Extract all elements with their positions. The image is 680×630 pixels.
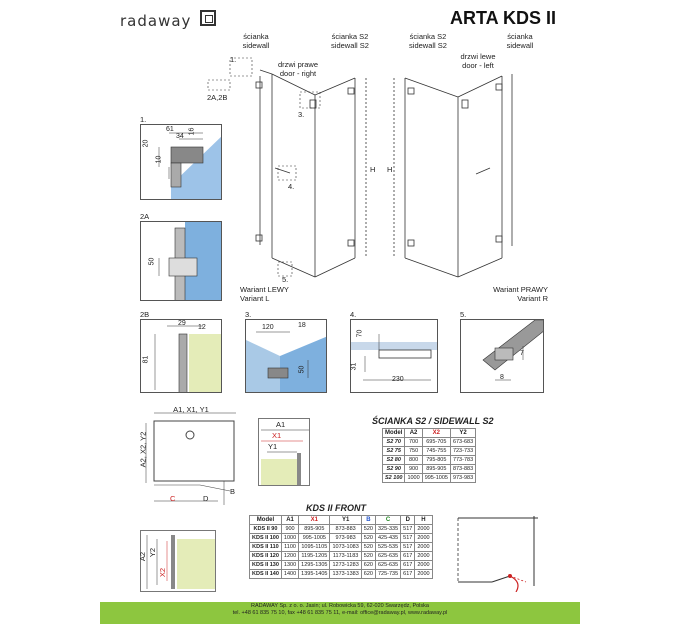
dim-50-3: 50 xyxy=(298,365,306,374)
cell: 750 xyxy=(405,447,422,456)
cell: 517 xyxy=(401,525,415,534)
cell: S2 75 xyxy=(383,447,405,456)
ref-1: 1. xyxy=(230,55,237,64)
detail-2a-label: 2A xyxy=(140,212,150,221)
footer-contact: tel. +48 61 835 75 10, fax +48 61 835 75 11, e-mail: office@radaway.pl, www.radaway.pl xyxy=(232,610,448,616)
page-title: ARTA KDS II xyxy=(450,8,556,28)
cell: 895-905 xyxy=(422,465,450,474)
dim-16: 16 xyxy=(188,127,196,136)
table-row xyxy=(383,447,476,456)
cell: 2000 xyxy=(415,570,432,579)
legend-y1: Y1 xyxy=(268,442,278,451)
detail-2b-drawing xyxy=(141,320,222,393)
cell: 1000 xyxy=(405,474,422,483)
main-drawings xyxy=(200,40,560,300)
dim-12: 12 xyxy=(198,324,206,331)
col-x1: X1 xyxy=(299,516,330,525)
front-table-header xyxy=(250,516,433,525)
right-door-left-label: drzwi lewe door - left xyxy=(460,52,496,70)
table-row xyxy=(250,561,433,570)
cell: 620 xyxy=(361,570,375,579)
cell: S2 90 xyxy=(383,465,405,474)
table-row xyxy=(250,543,433,552)
cell: 2000 xyxy=(415,561,432,570)
cell: 325-335 xyxy=(375,525,400,534)
dim-29: 29 xyxy=(178,320,186,327)
cell: 700 xyxy=(405,438,422,447)
cell: 1400 xyxy=(281,570,298,579)
left-height-label: H xyxy=(370,165,376,174)
cell: 900 xyxy=(405,465,422,474)
table-row xyxy=(383,438,476,447)
cell: 525-535 xyxy=(375,543,400,552)
cell: 1173-1183 xyxy=(330,552,361,561)
cell: 873-883 xyxy=(450,465,475,474)
cell: 745-755 xyxy=(422,447,450,456)
cell: S2 100 xyxy=(383,474,405,483)
col-h: H xyxy=(415,516,432,525)
plan-view xyxy=(140,405,240,510)
brand-logo-mark xyxy=(200,10,216,26)
legend-drawing xyxy=(259,419,310,486)
detail-3-panel xyxy=(245,319,327,393)
cell: 625-635 xyxy=(375,552,400,561)
ref-3: 3. xyxy=(298,110,305,119)
left-door-right-label: drzwi prawe door - right xyxy=(277,60,318,78)
col-y1: Y1 xyxy=(330,516,361,525)
plan-dim-b: B xyxy=(230,487,236,496)
bottom-plan-drawing xyxy=(141,531,216,592)
cell: KDS II 140 xyxy=(250,570,282,579)
sidewall-table-header xyxy=(383,429,476,438)
cell: 617 xyxy=(401,561,415,570)
door-swing-diagram xyxy=(452,512,544,592)
table-row xyxy=(250,552,433,561)
ref-2a-2b: 2A,2B xyxy=(207,93,228,102)
table-row xyxy=(383,456,476,465)
bottom-plan-box xyxy=(140,530,216,592)
cell: 617 xyxy=(401,552,415,561)
cell: 973-983 xyxy=(330,534,361,543)
cell: KDS II 110 xyxy=(250,543,282,552)
cell: 517 xyxy=(401,534,415,543)
sidewall-table xyxy=(382,428,476,483)
right-variant-drawing xyxy=(394,74,512,277)
detail-3-label: 3. xyxy=(245,310,252,319)
cell: 1373-1383 xyxy=(330,570,361,579)
dim-81: 81 xyxy=(142,355,150,364)
detail-5-label: 5. xyxy=(460,310,467,319)
front-table-title: KDS II FRONT xyxy=(306,503,366,513)
cell: 520 xyxy=(361,552,375,561)
right-sidewall-s2-label: ścianka S2 sidewall S2 xyxy=(409,32,447,50)
cell: 695-705 xyxy=(422,438,450,447)
col-c: C xyxy=(375,516,400,525)
footer-address: RADAWAY Sp. z o. o. Jasin; ul. Robowicka 59, 62-020 Swarzędz, Polska xyxy=(251,603,429,609)
col-model: Model xyxy=(250,516,282,525)
detail-3-drawing xyxy=(246,320,327,393)
dim-10: 10 xyxy=(155,155,163,164)
col-a1: A1 xyxy=(281,516,298,525)
ref-4: 4. xyxy=(288,182,295,191)
dim-18: 18 xyxy=(298,322,306,329)
plan-top-dims: A1, X1, Y1 xyxy=(173,405,209,414)
table-row xyxy=(250,525,433,534)
brand-logo: radaway xyxy=(120,12,192,30)
cell: 2000 xyxy=(415,525,432,534)
cell: 973-983 xyxy=(450,474,475,483)
cell: 673-683 xyxy=(450,438,475,447)
cell: 620 xyxy=(361,561,375,570)
table-row xyxy=(250,534,433,543)
dim-31: 31 xyxy=(350,362,358,371)
table-row xyxy=(383,474,476,483)
cell: KDS II 130 xyxy=(250,561,282,570)
detail-4-label: 4. xyxy=(350,310,357,319)
dim-230: 230 xyxy=(392,376,404,383)
col-model: Model xyxy=(383,429,405,438)
cell: 1073-1083 xyxy=(330,543,361,552)
left-sidewall-s2-label: ścianka S2 sidewall S2 xyxy=(331,32,369,50)
bottom-a2: A2 xyxy=(138,551,148,562)
dim-50-2a: 50 xyxy=(148,257,156,266)
cell: 520 xyxy=(361,543,375,552)
col-d: D xyxy=(401,516,415,525)
plan-dim-d: D xyxy=(203,494,209,503)
cell: 617 xyxy=(401,570,415,579)
ref-5: 5. xyxy=(282,275,289,284)
cell: 517 xyxy=(401,543,415,552)
detail-2b-panel xyxy=(140,319,222,393)
col-b: B xyxy=(361,516,375,525)
legend-a1: A1 xyxy=(276,420,286,429)
footer-text xyxy=(100,603,580,617)
detail-2b-label: 2B xyxy=(140,310,150,319)
dim-70: 70 xyxy=(356,329,364,338)
cell: S2 80 xyxy=(383,456,405,465)
bottom-y2: Y2 xyxy=(148,547,158,558)
cell: 873-883 xyxy=(330,525,361,534)
cell: 1200 xyxy=(281,552,298,561)
left-sidewall-label: ścianka sidewall xyxy=(242,32,270,50)
cell: 723-733 xyxy=(450,447,475,456)
cell: 1000 xyxy=(281,534,298,543)
left-variant-label: Wariant LEWY Variant L xyxy=(240,285,289,303)
sidewall-table-title: ŚCIANKA S2 / SIDEWALL S2 xyxy=(372,416,494,426)
dim-61: 61 xyxy=(166,126,174,133)
plan-side-dims: A2, X2, Y2 xyxy=(138,431,148,468)
dim-34: 34 xyxy=(176,133,184,140)
cell: 725-735 xyxy=(375,570,400,579)
cell: 520 xyxy=(361,525,375,534)
cell: 2000 xyxy=(415,534,432,543)
right-sidewall-label: ścianka sidewall xyxy=(506,32,534,50)
right-height-label: H xyxy=(387,165,393,174)
detail-5-drawing xyxy=(461,320,544,393)
cell: S2 70 xyxy=(383,438,405,447)
cell: KDS II 100 xyxy=(250,534,282,543)
cell: 2000 xyxy=(415,543,432,552)
col-y2: Y2 xyxy=(450,429,475,438)
cell: 425-435 xyxy=(375,534,400,543)
detail-1-label: 1. xyxy=(140,115,147,124)
cell: 1295-1305 xyxy=(299,561,330,570)
cell: 895-905 xyxy=(299,525,330,534)
table-row xyxy=(383,465,476,474)
bottom-x2: X2 xyxy=(158,567,168,578)
dim-8: 8 xyxy=(500,374,504,381)
cell: 520 xyxy=(361,534,375,543)
col-x2: X2 xyxy=(422,429,450,438)
cell: 2000 xyxy=(415,552,432,561)
cell: 1195-1205 xyxy=(299,552,330,561)
front-table xyxy=(249,515,433,579)
dim-120: 120 xyxy=(262,324,274,331)
dim-20: 20 xyxy=(142,139,150,148)
cell: 795-805 xyxy=(422,456,450,465)
cell: 1273-1283 xyxy=(330,561,361,570)
cell: 900 xyxy=(281,525,298,534)
right-variant-label: Wariant PRAWY Variant R xyxy=(493,285,548,303)
cell: 995-1005 xyxy=(422,474,450,483)
detail-5-panel xyxy=(460,319,544,393)
cell: 1300 xyxy=(281,561,298,570)
legend-x1: X1 xyxy=(272,431,282,440)
cell: KDS II 120 xyxy=(250,552,282,561)
cell: 800 xyxy=(405,456,422,465)
cell: 1100 xyxy=(281,543,298,552)
cell: KDS II 90 xyxy=(250,525,282,534)
table-row xyxy=(250,570,433,579)
cell: 625-635 xyxy=(375,561,400,570)
cell: 995-1005 xyxy=(299,534,330,543)
plan-dim-c: C xyxy=(170,494,176,503)
left-variant-drawing xyxy=(256,70,366,277)
cell: 773-783 xyxy=(450,456,475,465)
dim-7: 7 xyxy=(520,350,524,357)
cell: 1095-1105 xyxy=(299,543,330,552)
col-a2: A2 xyxy=(405,429,422,438)
cell: 1395-1405 xyxy=(299,570,330,579)
